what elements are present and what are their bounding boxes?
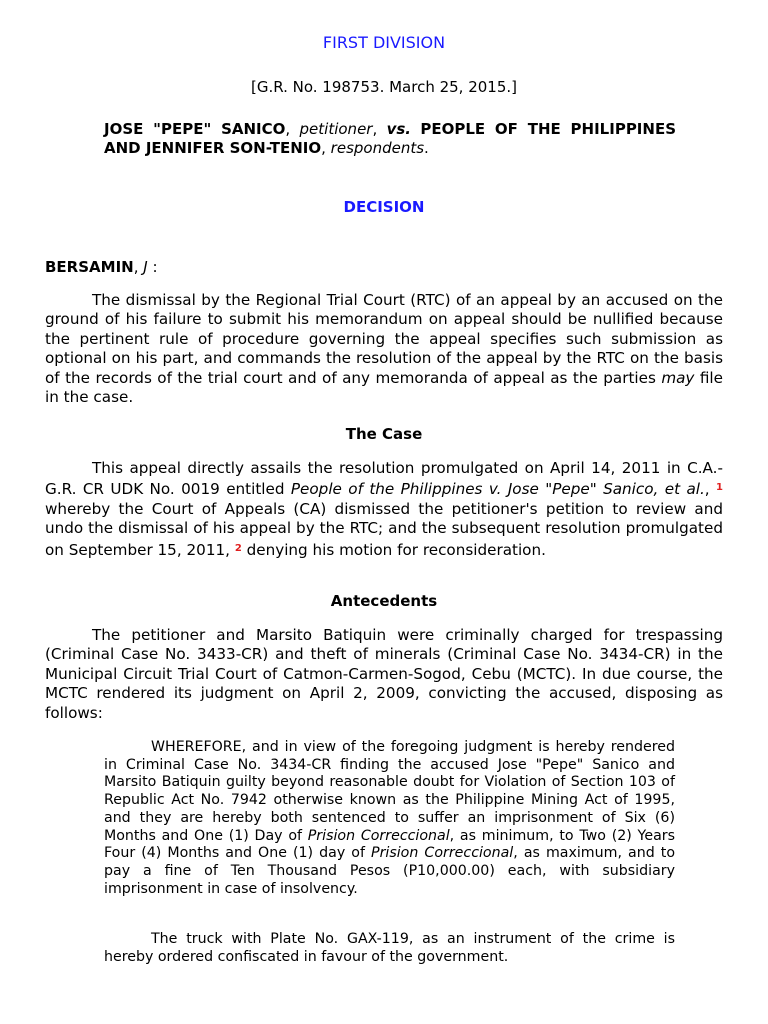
quoted-confiscation-paragraph: The truck with Plate No. GAX-119, as an instrument of the crime is hereby ordered confiscated in favour of the government.	[104, 931, 675, 965]
ponente-end: :	[147, 258, 158, 276]
petitioner-name: JOSE "PEPE" SANICO	[104, 120, 286, 138]
respondent-role: respondents	[330, 139, 425, 157]
case-title: People of the Philippines v. Jose "Pepe" Sanico, et al.	[290, 480, 705, 499]
the-case-text: This appeal directly assails the resolution promulgated on April 14, 2011 in C.A.-G.R. CR UDK No. 0019 entitled	[45, 459, 723, 499]
division-heading: FIRST DIVISION	[322, 33, 446, 52]
caption-separator: ,	[372, 120, 387, 138]
ponente-line	[45, 258, 158, 276]
quoted-dispositive-paragraph	[104, 739, 675, 898]
case-number: [G.R. No. 198753. March 25, 2015.]	[250, 78, 518, 96]
quote-text: , as minimum, to Two (2) Years Four (4) Months and One (1) day of	[104, 827, 675, 862]
intro-paragraph	[45, 291, 723, 407]
section-heading-antecedents: Antecedents	[330, 592, 438, 610]
ponente-name: BERSAMIN	[45, 258, 134, 276]
the-case-text: whereby the Court of Appeals (CA) dismissed the petitioner's petition to review and undo the dismissal of his appeal by the RTC; and the subsequent resolution promulgated on September 15, 2011,	[45, 499, 723, 559]
respondent-names: PEOPLE OF THE PHILIPPINES AND JENNIFER SON-TENIO	[104, 120, 676, 157]
ponente-separator: ,	[133, 258, 144, 276]
the-case-paragraph	[45, 459, 723, 560]
petitioner-role: petitioner	[299, 120, 373, 138]
versus-label: vs.	[386, 120, 411, 138]
caption-end: .	[424, 139, 429, 157]
the-case-text: denying his motion for reconsideration.	[241, 540, 546, 559]
footnote-link-1[interactable]: 1	[716, 482, 723, 494]
intro-emphasis: may	[661, 368, 695, 387]
case-caption	[104, 120, 676, 158]
the-case-text: ,	[704, 480, 717, 499]
quote-legal-term: Prision Correccional	[307, 827, 450, 844]
antecedents-paragraph: The petitioner and Marsito Batiquin were criminally charged for trespassing (Criminal Case No. 3433-CR) and theft of minerals (Criminal Case No. 3434-CR) in the Municipal Circuit Trial Court of Catmon-Carmen-Sogod, Cebu (MCTC). In due course, the MCTC rendered its judgment on April 2, 2009, convicting the accused, disposing as follows:	[45, 626, 723, 722]
section-heading-the-case: The Case	[345, 425, 423, 443]
footnote-link-2[interactable]: 2	[234, 542, 242, 554]
quote-legal-term: Prision Correccional	[371, 845, 514, 862]
quote-text: WHEREFORE, and in view of the foregoing judgment is hereby rendered in Criminal Case No. 3434-CR finding the accused Jose "Pepe" Sanico and Marsito Batiquin guilty beyond reasonable doubt for Violation of Section 103 of Republic Act No. 7942 otherwise known as the Philippine Mining Act of 1995, and they are hereby both sentenced to suffer an imprisonment of Six (6) Months and One (1) Day of	[104, 739, 675, 844]
caption-separator: ,	[285, 120, 300, 138]
ponente-title: J	[143, 258, 148, 276]
intro-text: The dismissal by the Regional Trial Court (RTC) of an appeal by an accused on the ground of his failure to submit his memorandum on appeal should be nullified because the pertinent rule of procedure governing the appeal specifies such submission as optional on his part, and commands the resolution of the appeal by the RTC on the basis of the records of the trial court and of any memoranda of appeal as the parties	[45, 291, 723, 387]
intro-text-end: file in the case.	[45, 368, 723, 407]
caption-separator: ,	[321, 139, 331, 157]
quote-text: , as maximum, and to pay a fine of Ten Thousand Pesos (P10,000.00) each, with subsidiary imprisonment in case of insolvency.	[104, 845, 675, 897]
decision-title: DECISION	[343, 198, 425, 216]
